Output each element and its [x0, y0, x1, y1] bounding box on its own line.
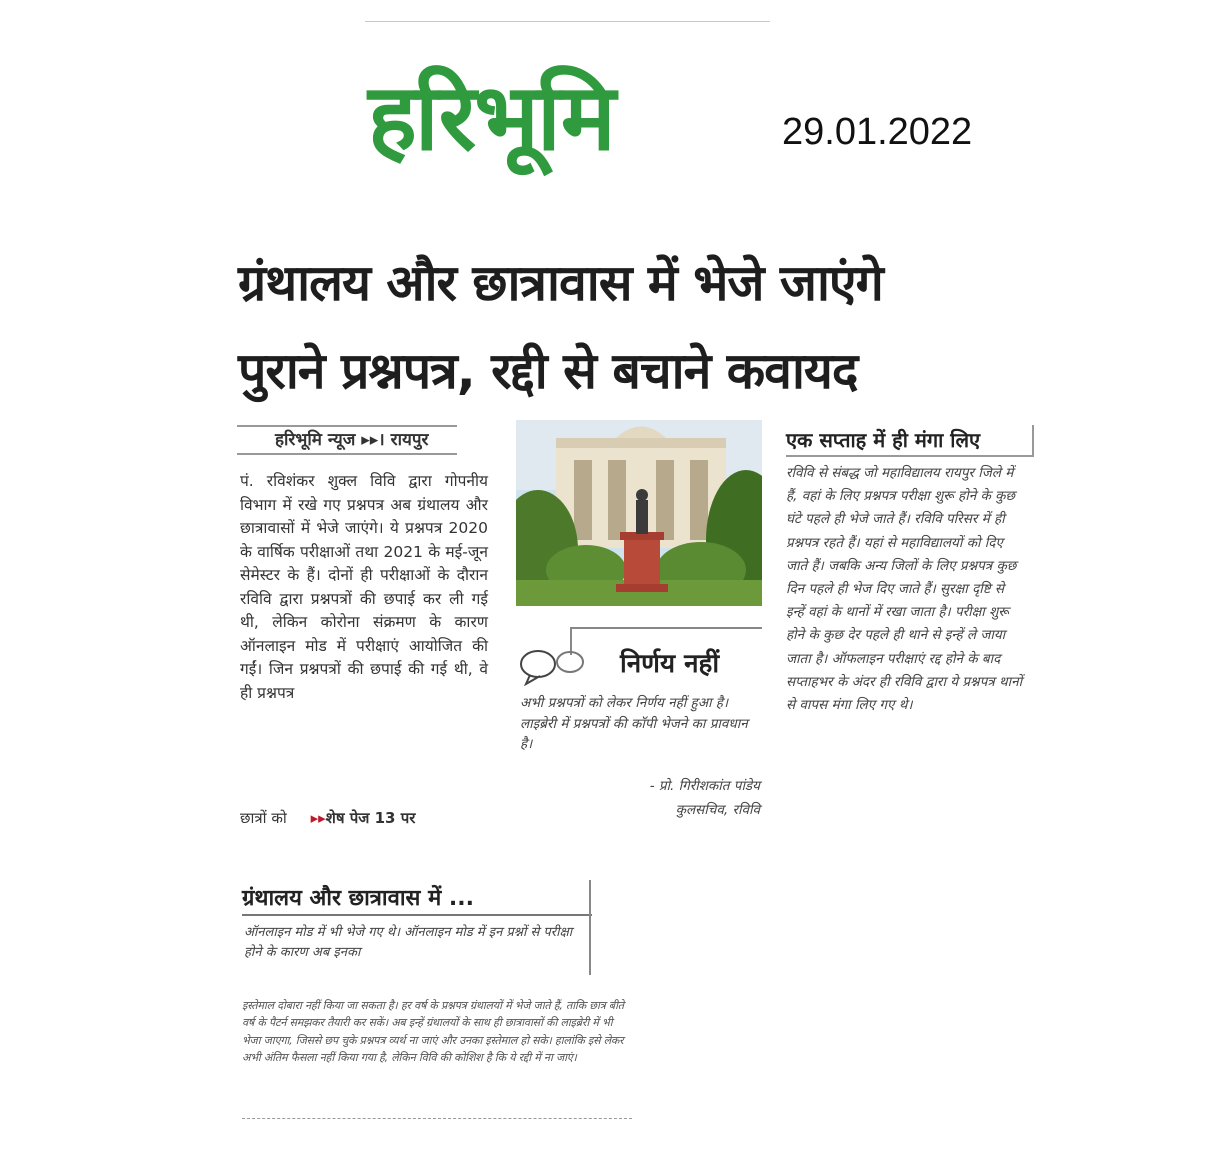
- byline: हरिभूमि न्यूज ▸▸। रायपुर: [237, 425, 457, 455]
- lead-paragraph: पं. रविशंकर शुक्ल विवि द्वारा गोपनीय विभाग में रखे गए प्रश्नपत्र अब ग्रंथालय और छात्रावासों में भेजे जाएंगे। ये प्रश्नपत्र 2020 के वार्षिक परीक्षाओं तथा 2021 के मई-जून सेमेस्टर के हैं। दोनों ही परीक्षाओं के दौरान रविवि द्वारा प्रश्नपत्रों की छपाई कर ली गई थी, लेकिन कोरोना संक्रमण के कारण ऑनलाइन मोड में परीक्षाएं आयोजित की गईं। जिन प्रश्नपत्रों की छपाई की गई थी, वे ही प्रश्नपत्र: [240, 472, 488, 702]
- clipping-cut-line: [242, 1118, 632, 1123]
- headline-line-2: पुराने प्रश्नपत्र, रद्दी से बचाने कवायद: [238, 342, 858, 400]
- headline-line-1: ग्रंथालय और छात्रावास में भेजे जाएंगे: [238, 254, 883, 312]
- quote-text: अभी प्रश्नपत्रों को लेकर निर्णय नहीं हुआ है। लाइब्रेरी में प्रश्नपत्रों की कॉपी भेजने का प्रावधान है।: [520, 695, 748, 752]
- sidebar-title: एक सप्ताह में ही मंगा लिए: [786, 425, 1034, 457]
- speech-bubble-icon: [518, 646, 588, 693]
- quote-attribution: [520, 774, 760, 822]
- sidebar-text: रविवि से संबद्ध जो महाविद्यालय रायपुर जिले में हैं, वहां के लिए प्रश्नपत्र परीक्षा शुरू होने के कुछ घंटे पहले ही भेजे जाते हैं। रविवि परिसर में ही प्रश्नपत्र रहते हैं। यहां से महाविद्यालयों को दिए जाते हैं। जबकि अन्य जिलों के लिए प्रश्नपत्र कुछ दिन पहले ही भेज दिए जाते हैं। सुरक्षा दृष्टि से इन्हें वहां के थानों में रखा जाता है। परीक्षा शुरू होने के कुछ देर पहले ही थाने से इन्हें ले जाया जाता है। ऑफलाइन परीक्षाएं रद्द होने के बाद सप्ताहभर के अंदर ही रविवि द्वारा ये प्रश्नपत्र थानों से वापस मंगा लिए गए थे।: [786, 465, 1023, 714]
- continue-arrows-icon: ▸▸: [310, 809, 326, 827]
- quote-title: निर्णय नहीं: [620, 649, 720, 679]
- university-statue-photo: [516, 420, 762, 606]
- continuation-lead: ऑनलाइन मोड में भी भेजे गए थे। ऑनलाइन मोड में इन प्रश्नों से परीक्षा होने के कारण अब इनका: [244, 925, 573, 960]
- newspaper-masthead-logo: हरिभूमि: [368, 64, 614, 171]
- top-divider: [365, 21, 770, 22]
- quote-author: - प्रो. गिरीशकांत पांडेय: [649, 778, 760, 794]
- quote-author-role: कुलसचिव, रविवि: [675, 802, 760, 818]
- last-word: छात्रों को: [240, 809, 287, 827]
- quote-top-rule: [570, 627, 762, 629]
- continuation-title: ग्रंथालय और छात्रावास में ...: [242, 884, 592, 916]
- continuation-line: [240, 807, 415, 830]
- continuation-text: इस्तेमाल दोबारा नहीं किया जा सकता है। हर वर्ष के प्रश्नपत्र ग्रंथालयों में भेजे जाते हैं, ताकि छात्र बीते वर्ष के पैटर्न समझकर तैयारी कर सकें। अब इन्हें ग्रंथालयों के साथ ही छात्रावासों की लाइब्रेरी में भी भेजा जाएगा, जिससे छप चुके प्रश्नपत्र व्यर्थ ना जाएं और उनका इस्तेमाल हो सके। हालांकि इसे लेकर अभी अंतिम फैसला नहीं किया गया है, लेकिन विवि की कोशिश है कि ये रद्दी में ना जाएं।: [242, 999, 624, 1064]
- publication-date: 29.01.2022: [782, 111, 973, 153]
- continued-page-label: शेष पेज 13 पर: [325, 809, 416, 827]
- continuation-side-rule: [589, 880, 591, 975]
